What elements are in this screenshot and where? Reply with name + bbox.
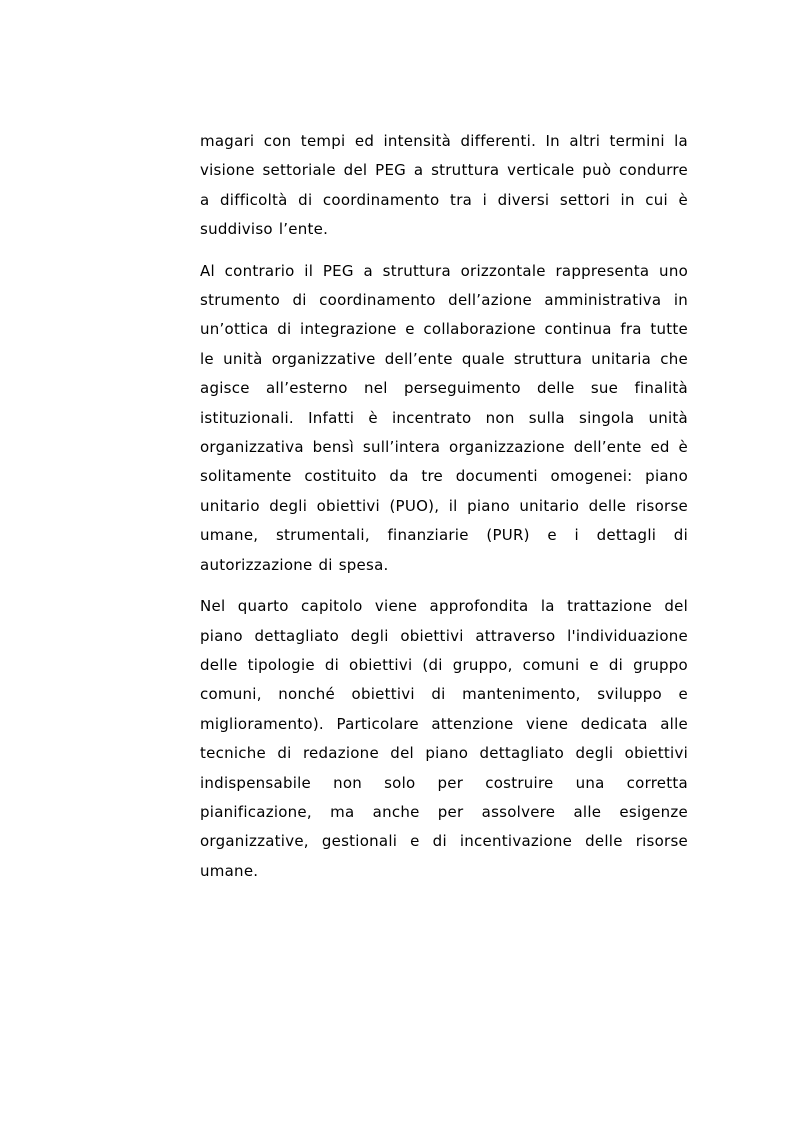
paragraph-2: Al contrario il PEG a struttura orizzontale rappresenta uno strumento di coordinamento dell’azione amministrativa in un’ottica di integrazione e collaborazione continua fra tutte le unità organizzative dell’ente quale struttura unitaria che agisce all’esterno nel perseguimento delle sue finalità istituzionali. Infatti è incentrato non sulla singola unità organizzativa bensì sull’intera organizzazione dell’ente ed è solitamente costituito da tre documenti omogenei: piano unitario degli obiettivi (PUO), il piano unitario delle risorse umane, strumentali, finanziarie (PUR) e i dettagli di autorizzazione di spesa. — [200, 261, 688, 574]
paragraph-1: magari con tempi ed intensità differenti. In altri termini la visione settoriale del PEG a struttura verticale può condurre a difficoltà di coordinamento tra i diversi settori in cui è suddiviso l’ente. — [200, 132, 688, 239]
paragraph-3: Nel quarto capitolo viene approfondita la trattazione del piano dettagliato degli obiettivi attraverso l'individuazione delle tipologie di obiettivi (di gruppo, comuni e di gruppo comuni, nonché obiettivi di mantenimento, sviluppo e miglioramento). Particolare attenzione viene dedicata alle tecniche di redazione del piano dettagliato degli obiettivi indispensabile non solo per costruire una corretta pianificazione, ma anche per assolvere alle esigenze organizzative, gestionali e di incentivazione delle risorse umane. — [200, 597, 688, 880]
text-column — [200, 127, 688, 898]
